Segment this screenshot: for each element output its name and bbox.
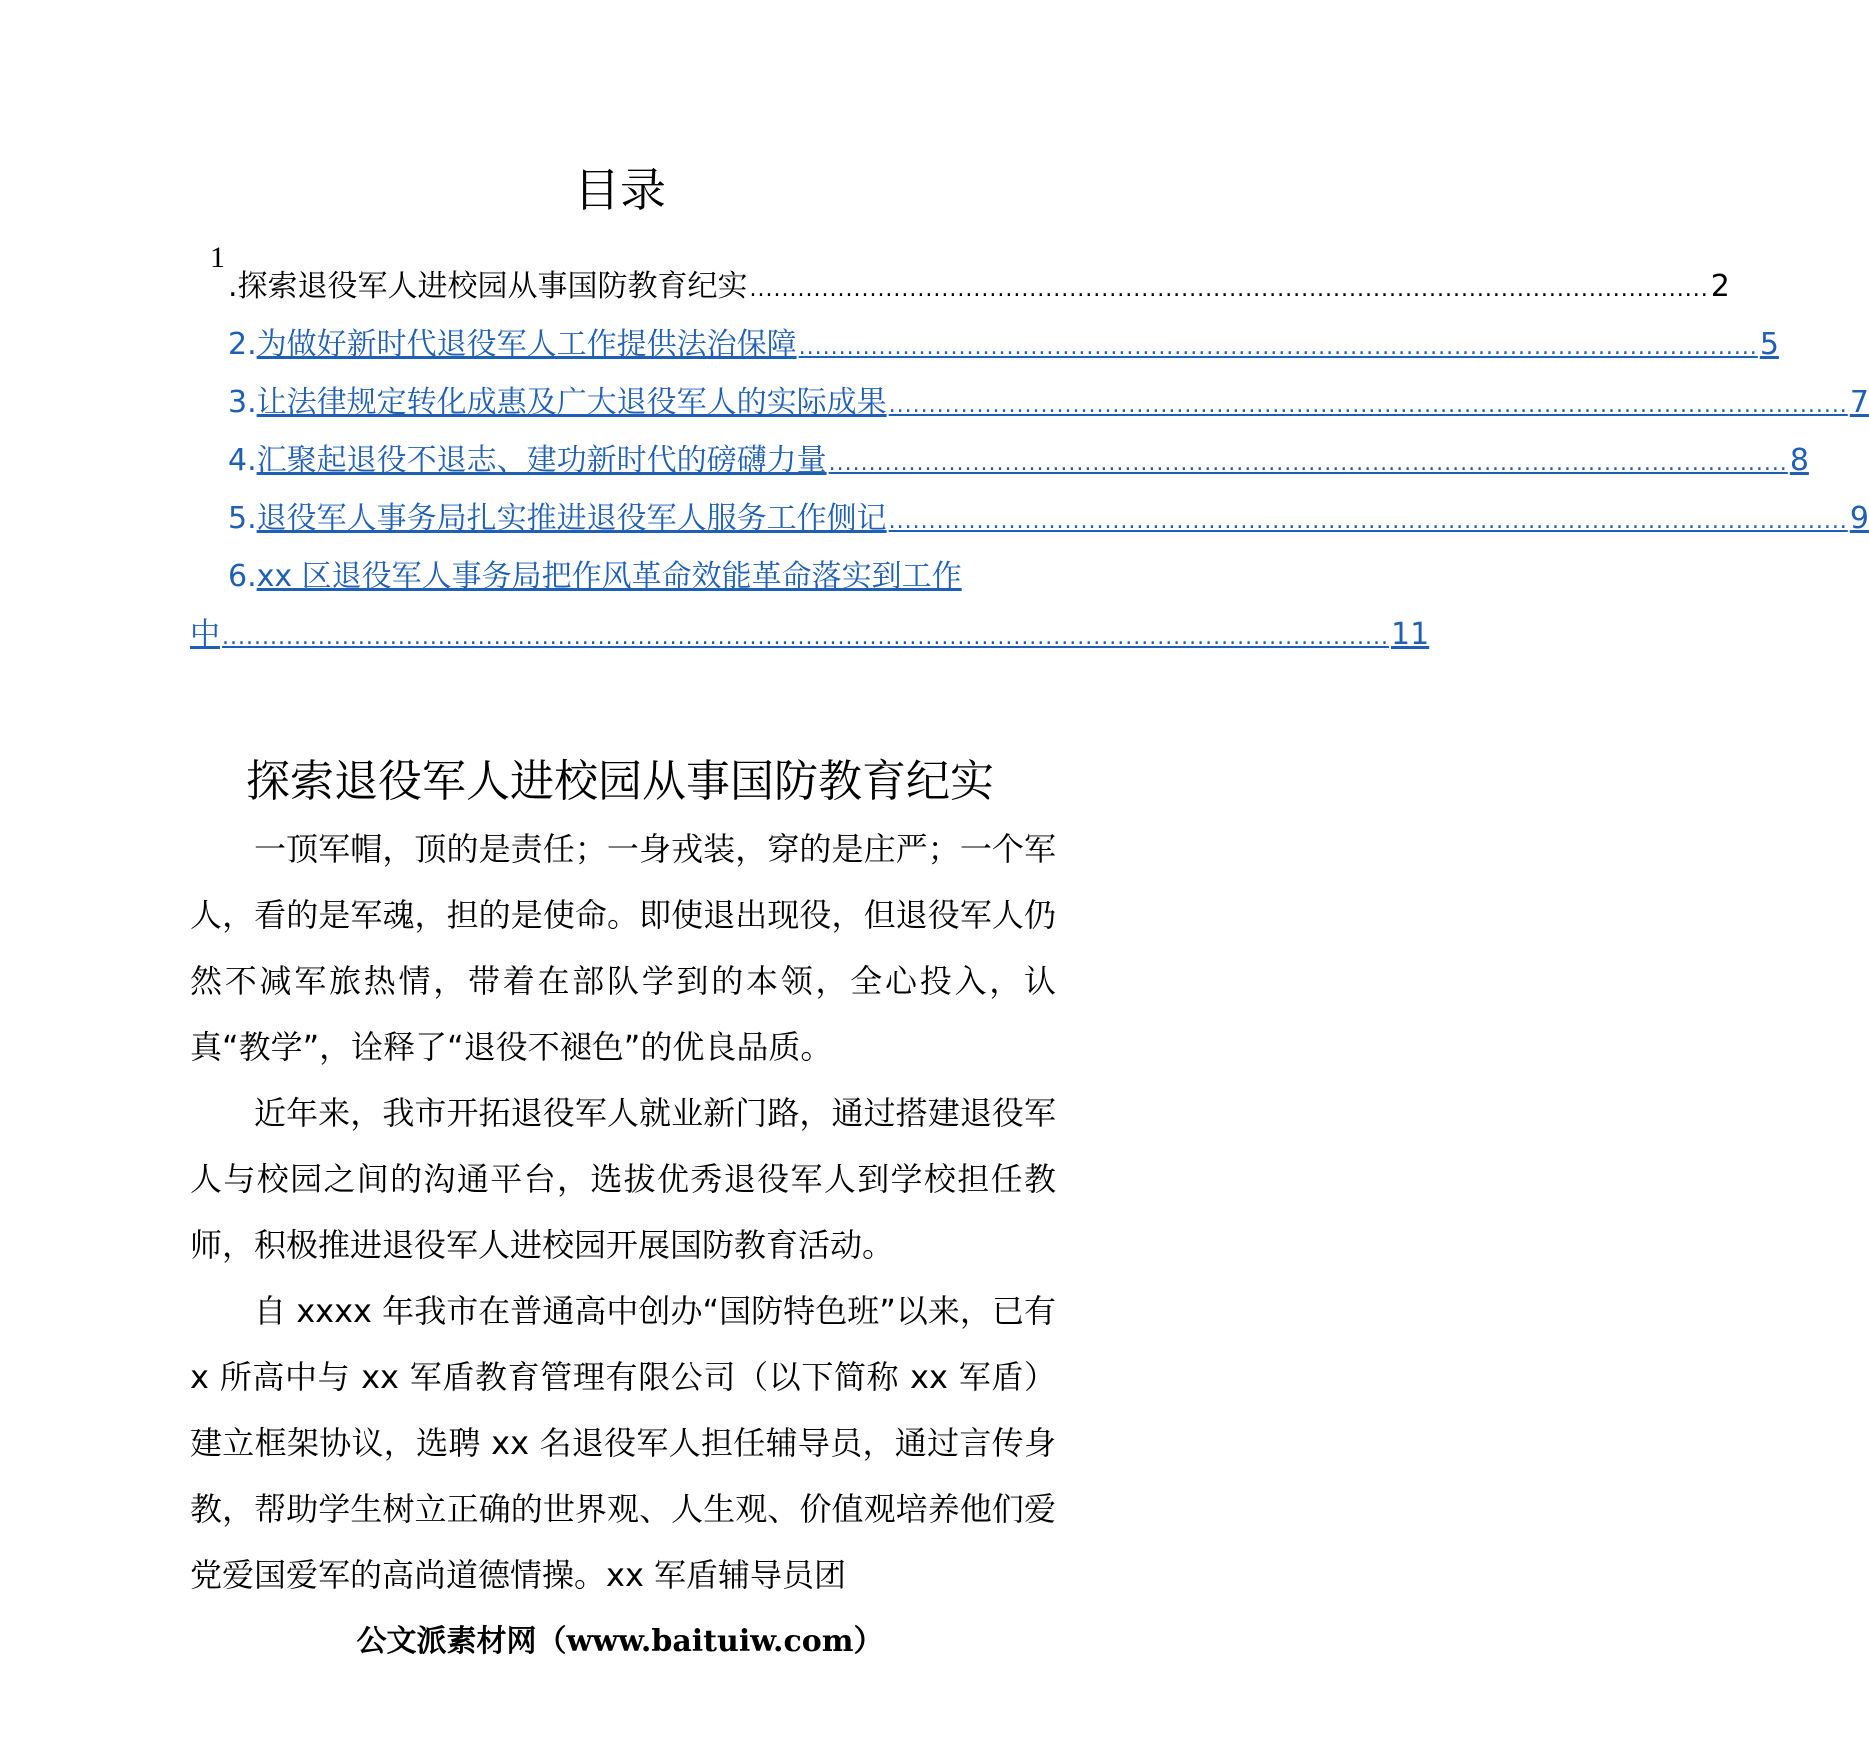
toc-first-number: 1 bbox=[210, 241, 225, 274]
toc-entry-link-text[interactable]: 退役军人事务局扎实推进退役军人服务工作侧记 bbox=[256, 501, 887, 536]
article-title: 探索退役军人进校园从事国防教育纪实 bbox=[246, 756, 994, 807]
toc-leader-dots: .................................................................................................................................................. bbox=[222, 625, 1390, 650]
toc-leader-dots: ........................................................................................................................ bbox=[828, 451, 1788, 476]
toc-entry-3[interactable] bbox=[190, 380, 1869, 429]
toc-entry-4[interactable] bbox=[190, 438, 1809, 487]
toc-entry-number: 3. bbox=[228, 385, 257, 420]
article-body bbox=[190, 816, 1056, 1608]
toc-entry-link-text[interactable]: 为做好新时代退役军人工作提供法治保障 bbox=[256, 327, 797, 362]
toc-entry-text: 探索退役军人进校园从事国防教育纪实 bbox=[237, 269, 748, 304]
toc-entry-6-continued[interactable] bbox=[190, 612, 1430, 661]
toc-entry-5[interactable] bbox=[190, 496, 1869, 545]
toc-entry-page[interactable]: 11 bbox=[1391, 617, 1430, 652]
toc-entry-number: . bbox=[228, 269, 238, 304]
toc-entry-link-text[interactable]: xx 区退役军人事务局把作风革命效能革命落实到工作 bbox=[256, 559, 962, 594]
toc-entry-2[interactable] bbox=[190, 322, 1779, 371]
toc-entry-number: 5. bbox=[228, 501, 257, 536]
footer-watermark: 公文派素材网（www.baituiw.com） bbox=[356, 1624, 884, 1659]
paragraph: 自 xxxx 年我市在普通高中创办“国防特色班”以来，已有 x 所高中与 xx 军盾教育管理有限公司（以下简称 xx 军盾）建立框架协议，选聘 xx 名退役军人担任辅导员，通过言传身教，帮助学生树立正确的世界观、人生观、价值观培养他们爱党爱国爱军的高尚道德情操。xx 军盾辅导员团 bbox=[190, 1292, 1056, 1594]
paragraph: 近年来，我市开拓退役军人就业新门路，通过搭建退役军人与校园之间的沟通平台，选拔优秀退役军人到学校担任教师，积极推进退役军人进校园开展国防教育活动。 bbox=[190, 1094, 1056, 1264]
toc-entry-page: 2 bbox=[1710, 269, 1730, 304]
toc-entry-1[interactable] bbox=[190, 264, 1730, 313]
toc-entry-page[interactable]: 7 bbox=[1849, 385, 1869, 420]
toc-entry-page[interactable]: 5 bbox=[1759, 327, 1779, 362]
toc-entry-number: 4. bbox=[228, 443, 257, 478]
toc-entry-link-text[interactable]: 汇聚起退役不退志、建功新时代的磅礴力量 bbox=[256, 443, 827, 478]
toc-entry-number: 2. bbox=[228, 327, 257, 362]
toc-entry-page[interactable]: 9 bbox=[1849, 501, 1869, 536]
toc-entry-link-text[interactable]: 中 bbox=[190, 617, 220, 652]
toc-leader-dots: ........................................................................................................................ bbox=[888, 509, 1848, 534]
toc-entry-number: 6. bbox=[228, 559, 257, 594]
paragraph: 一顶军帽，顶的是责任；一身戎装，穿的是庄严；一个军人，看的是军魂，担的是使命。即使退出现役，但退役军人仍然不减军旅热情，带着在部队学到的本领，全心投入，认真“教学”，诠释了“退役不褪色”的优良品质。 bbox=[190, 830, 1056, 1066]
toc-entry-6[interactable] bbox=[190, 554, 1056, 600]
toc-leader-dots: ........................................................................................................................ bbox=[888, 393, 1848, 418]
toc-leader-dots: ........................................................................................................................ bbox=[749, 277, 1709, 302]
toc-leader-dots: ........................................................................................................................ bbox=[798, 335, 1758, 360]
toc-title: 目录 bbox=[574, 163, 666, 217]
toc-entry-page[interactable]: 8 bbox=[1789, 443, 1809, 478]
toc-entry-link-text[interactable]: 让法律规定转化成惠及广大退役军人的实际成果 bbox=[256, 385, 887, 420]
